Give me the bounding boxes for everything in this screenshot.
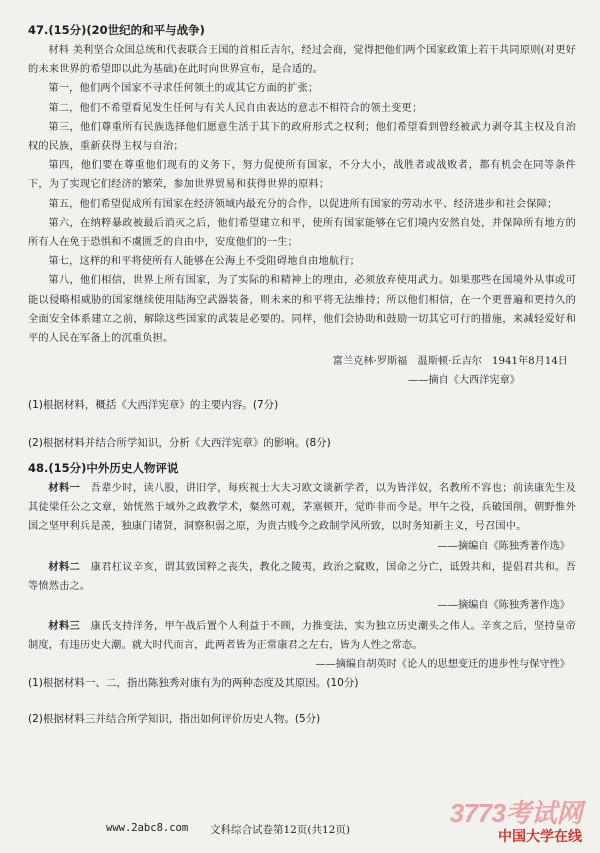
q48-material-1-source: ——摘编自《陈独秀著作选》: [437, 540, 570, 552]
material-1-label: 材料一: [48, 483, 81, 494]
q47-point-8: 第八，他们相信，世界上所有国家，为了实际的和精神上的理由，必须放弃使用武力。如果那些在国境外从事或可能以侵略相威胁的国家继续使用陆海空武器装备，则未来的和平将无法维持；所以他们相信，在一个更普遍和更持久的全面安全体系建立之前，解除这些国家的武装是必要的。同样，他们会协助和鼓励一切其它可行的措施，来减轻爱好和平的人民在军备上的沉重负担。: [28, 275, 576, 345]
q47-material-intro: 材料 美利坚合众国总统和代表联合王国的首相丘吉尔，经过会商，觉得把他们两个国家政策上若干共同原则(对更好的未来世界的希望即以此为基础)在此时向世界宣布，是合适的。: [28, 45, 576, 76]
question-48: [28, 460, 576, 728]
question-47: [28, 22, 576, 452]
q47-subquestion-1: (1)根据材料，概括《大西洋宪章》的主要内容。(7分): [28, 399, 279, 412]
question-47-header: 47.(15分)(20世纪的和平与战争): [28, 23, 205, 37]
q48-material-3: 材料三 康氏支持洋务，甲午战后置个人利益于不顾，力推变法，实为独立历史潮头之伟人。辛亥之后，坚持皇帝制度，有违历史大潮。就大时代而言，此两者皆为正常康君之左右，皆为人性之常态。: [28, 621, 576, 652]
question-48-header: 48.(15分)中外历史人物评说: [28, 461, 179, 475]
q47-point-3: 第三，他们尊重所有民族选择他们愿意生活于其下的政府形式之权利；他们希望看到曾经被武力剥夺其主权及自治权的民族，重新获得主权与自治；: [28, 121, 576, 153]
material-2-label: 材料二: [48, 561, 81, 573]
q47-point-4: 第四，他们要在尊重他们现有的义务下，努力促使所有国家，不分大小，战胜者或战败者，都有机会在同等条件下，为了实现它们经济的繁荣，参加世界贸易和获得世界的原料；: [28, 160, 576, 191]
q47-point-7: 第七，这样的和平将使所有人能够在公海上不受阻碍地自由地航行；: [48, 256, 361, 268]
q47-subquestion-2: (2)根据材料并结合所学知识，分析《大西洋宪章》的影响。(8分): [28, 437, 331, 450]
watermark-brand: 3773考试网: [449, 798, 582, 828]
watermark-logo: [450, 793, 582, 846]
q47-point-5: 第五，他们希望促成所有国家在经济领域内最充分的合作，以促进所有国家的劳动水平、经济进步和社会保障；: [48, 198, 558, 210]
q48-subquestion-2: (2)根据材料三并结合所学知识，指出如何评价历史人物。(5分): [28, 713, 321, 726]
q47-source: ——摘自《大西洋宪章》: [407, 375, 520, 387]
watermark-subtitle: 中国大学在线: [498, 829, 582, 845]
q48-material-2-source: ——摘编自《陈独秀著作选》: [437, 600, 570, 612]
footer-page-number: 文科综合试卷第12页(共12页): [210, 824, 350, 836]
material-3-label: 材料三: [48, 621, 81, 633]
footer-site: www.2abc8.com: [106, 822, 189, 834]
q48-material-1: 材料一 吾辈少时，读八股，讲旧学，每疾视士大夫习欧文谈新学者，以为皆洋奴，名教所不容也；前读康先生及其徒梁任公之文章，始恍然于域外之政教学术，粲然可观，茅塞顿开，觉昨非而今是。甲午之役，兵破国削，朝野惟外国之坚甲利兵是羡，独康门诸贤，洞察积弱之原，为贵古贱今之政制学风所致，以时务知新主义，号召国中。: [28, 483, 576, 533]
q47-point-1: 第一，他们两个国家不寻求任何领土的或其它方面的扩张；: [48, 83, 319, 95]
q47-signature: 富兰克林·罗斯福 温斯顿·丘吉尔 1941年8月14日: [332, 356, 568, 368]
q48-subquestion-1: (1)根据材料一、二，指出陈独秀对康有为的两种态度及其原因。(10分): [28, 677, 359, 690]
q47-point-2: 第二，他们不希望看见发生任何与有关人民自由表达的意志不相符合的领土变更；: [48, 102, 423, 114]
q48-material-2: 材料二 康君杠议辛亥，谓其致国粹之丧失，教化之陵夷，政治之窳败，国命之分亡，诋毁共和，提倡君共和。吾等愤然击之。: [28, 561, 576, 592]
q48-material-3-source: ——摘编自胡英时《论人的思想变迁的进步性与保守性》: [315, 659, 570, 671]
q47-point-6: 第六，在纳粹暴政被最后消灭之后，他们希望建立和平，使所有国家能够在它们境内安然自处，并保障所有地方的所有人在免于恐惧和不虞匮乏的自由中，安度他们的一生；: [28, 217, 576, 249]
